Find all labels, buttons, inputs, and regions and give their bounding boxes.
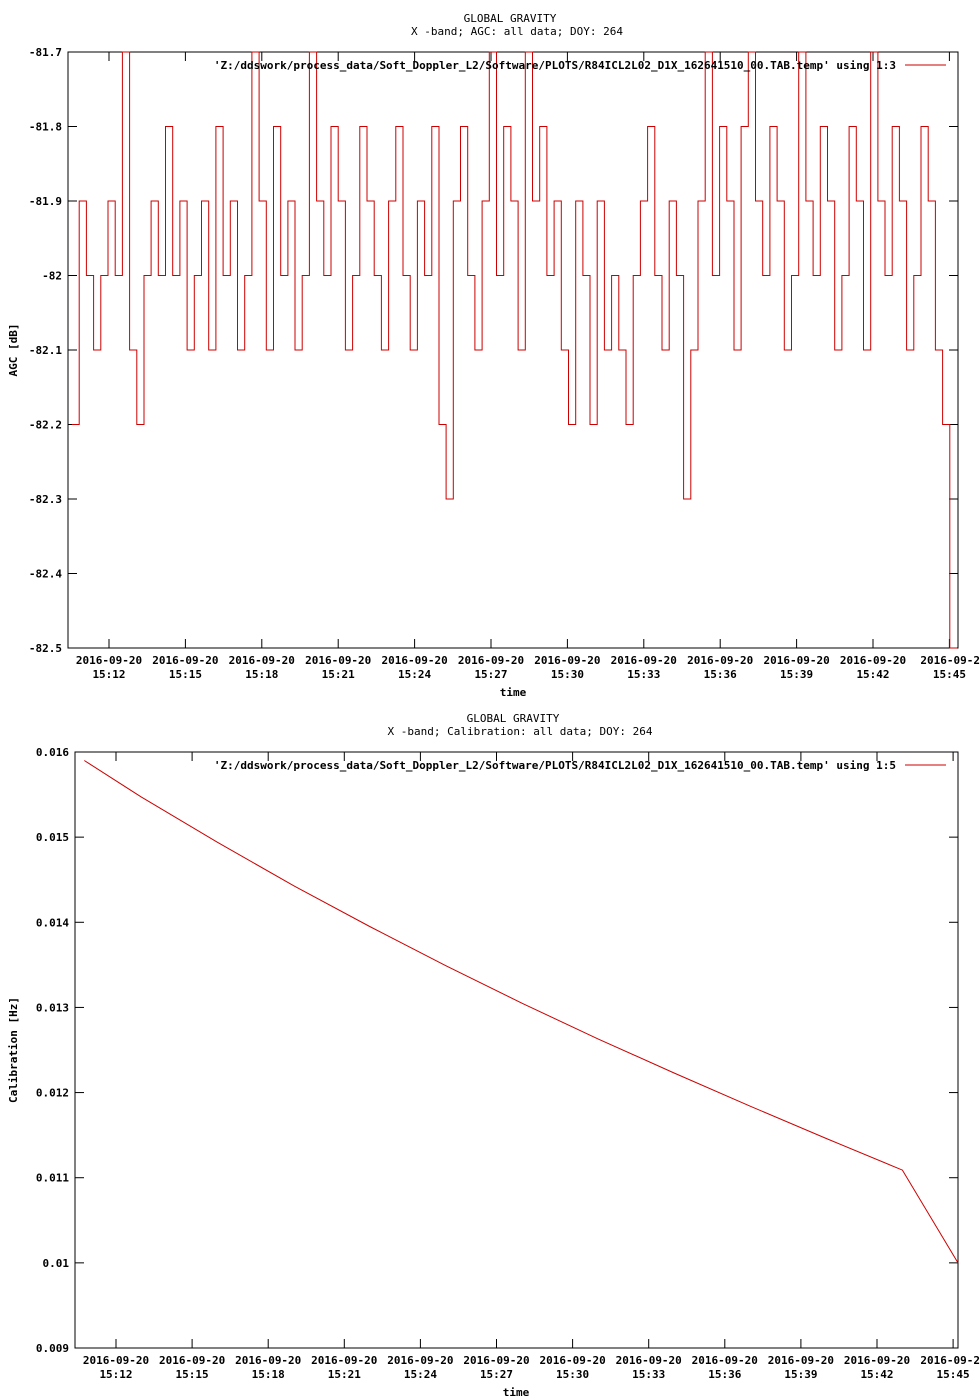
calibration-y-tick-label: 0.012 <box>35 1086 69 1100</box>
agc-x-tick-time: 15:30 <box>550 668 584 681</box>
agc-x-tick-time: 15:18 <box>245 668 279 681</box>
agc-x-tick-time: 15:39 <box>780 668 814 681</box>
calibration-x-tick-time: 15:24 <box>403 1368 437 1381</box>
agc-x-tick-time: 15:42 <box>856 668 890 681</box>
calibration-x-axis-label: time <box>502 1386 530 1399</box>
calibration-x-tick-time: 15:42 <box>860 1368 894 1381</box>
calibration-x-tick-date: 2016-09-20 <box>843 1354 911 1367</box>
calibration-y-tick-label: 0.009 <box>35 1342 69 1355</box>
calibration-x-tick-time: 15:36 <box>708 1368 742 1381</box>
agc-x-tick-time: 15:27 <box>474 668 508 681</box>
calibration-chart <box>0 700 980 1400</box>
calibration-x-tick-date: 2016-09-20 <box>767 1354 835 1367</box>
calibration-x-tick-date: 2016-09-20 <box>463 1354 530 1367</box>
agc-y-tick-label: -82 <box>42 269 62 283</box>
calibration-chart-subtitle: X -band; Calibration: all data; DOY: 264 <box>387 725 653 738</box>
calibration-legend <box>214 759 946 772</box>
agc-x-tick-time: 15:36 <box>703 668 737 681</box>
calibration-series-line <box>84 761 958 1263</box>
agc-chart-subtitle: X -band; AGC: all data; DOY: 264 <box>411 25 623 38</box>
agc-x-tick-date: 2016-09-20 <box>152 654 219 667</box>
calibration-y-tick-label: 0.011 <box>35 1171 69 1185</box>
agc-y-tick-label: -81.9 <box>28 195 62 208</box>
agc-x-tick-date: 2016-09-20 <box>305 654 372 667</box>
agc-x-tick-time: 15:12 <box>92 668 126 681</box>
calibration-plot-frame <box>75 752 958 1348</box>
agc-legend <box>214 59 946 72</box>
agc-y-tick-label: -81.7 <box>28 46 62 59</box>
calibration-legend-label: 'Z:/ddswork/process_data/Soft_Doppler_L2/Software/PLOTS/R84ICL2L02_D1X_162641510_00.TAB.temp' using 1:5 <box>213 759 896 772</box>
calibration-x-tick-date: 2016-09-20 <box>691 1354 758 1367</box>
calibration-x-tick-time: 15:12 <box>99 1368 133 1381</box>
agc-x-tick-time: 15:21 <box>321 668 355 681</box>
agc-series-line <box>72 52 957 648</box>
agc-x-tick-date: 2016-09-20 <box>534 654 601 667</box>
calibration-x-tick-time: 15:30 <box>556 1368 590 1381</box>
agc-x-tick-date: 2016-09-20 <box>228 654 295 667</box>
calibration-y-tick-label: 0.014 <box>35 916 69 930</box>
agc-x-tick-date: 2016-09-20 <box>381 654 448 667</box>
calibration-x-tick-time: 15:15 <box>175 1368 209 1381</box>
agc-legend-label: 'Z:/ddswork/process_data/Soft_Doppler_L2/Software/PLOTS/R84ICL2L02_D1X_162641510_00.TAB.temp' using 1:3 <box>213 59 896 72</box>
calibration-y-axis-label: Calibration [Hz] <box>7 997 20 1103</box>
agc-y-axis-label: AGC [dB] <box>7 323 20 377</box>
agc-y-tick-label: -82.5 <box>28 642 62 655</box>
calibration-x-tick-time: 15:18 <box>251 1368 285 1381</box>
calibration-x-tick-time: 15:45 <box>936 1368 970 1381</box>
calibration-y-tick-label: 0.013 <box>35 1001 69 1015</box>
calibration-y-tick-label: 0.016 <box>35 746 69 759</box>
calibration-x-tick-time: 15:33 <box>632 1368 666 1381</box>
agc-x-tick-time: 15:24 <box>398 668 432 681</box>
agc-x-tick-date: 2016-09-20 <box>763 654 830 667</box>
calibration-y-tick-label: 0.01 <box>42 1256 69 1270</box>
calibration-x-tick-date: 2016-09-20 <box>387 1354 454 1367</box>
calibration-x-tick-date: 2016-09-20 <box>615 1354 682 1367</box>
agc-plot-frame <box>68 52 958 648</box>
calibration-x-tick-time: 15:39 <box>784 1368 818 1381</box>
agc-x-tick-date: 2016-09-2 <box>920 654 980 667</box>
agc-x-tick-time: 15:15 <box>168 668 202 681</box>
calibration-x-tick-time: 15:27 <box>479 1368 514 1381</box>
agc-y-tick-label: -82.2 <box>28 418 62 432</box>
calibration-x-tick-date: 2016-09-20 <box>539 1354 606 1367</box>
calibration-x-tick-date: 2016-09-20 <box>158 1354 226 1367</box>
agc-chart-title: GLOBAL GRAVITY <box>463 12 557 25</box>
calibration-chart-title: GLOBAL GRAVITY <box>466 712 560 725</box>
agc-y-tick-label: -82.3 <box>28 493 62 506</box>
agc-x-axis-label: time <box>499 686 527 699</box>
calibration-x-tick-date: 2016-09-20 <box>311 1354 378 1367</box>
calibration-x-tick-date: 2016-09-2 <box>920 1354 980 1367</box>
calibration-x-tick-date: 2016-09-20 <box>82 1354 150 1367</box>
agc-x-tick-date: 2016-09-20 <box>687 654 754 667</box>
agc-y-tick-label: -82.4 <box>28 567 62 581</box>
agc-y-tick-label: -81.8 <box>28 120 62 134</box>
agc-x-tick-time: 15:45 <box>932 668 966 681</box>
agc-x-tick-date: 2016-09-20 <box>839 654 907 667</box>
agc-x-tick-date: 2016-09-20 <box>610 654 677 667</box>
agc-x-tick-date: 2016-09-20 <box>457 654 525 667</box>
calibration-y-tick-label: 0.015 <box>35 831 69 845</box>
agc-y-tick-label: -82.1 <box>28 344 62 357</box>
calibration-x-tick-time: 15:21 <box>327 1368 361 1381</box>
agc-x-tick-time: 15:33 <box>627 668 661 681</box>
agc-x-tick-date: 2016-09-20 <box>75 654 143 667</box>
calibration-x-tick-date: 2016-09-20 <box>235 1354 302 1367</box>
